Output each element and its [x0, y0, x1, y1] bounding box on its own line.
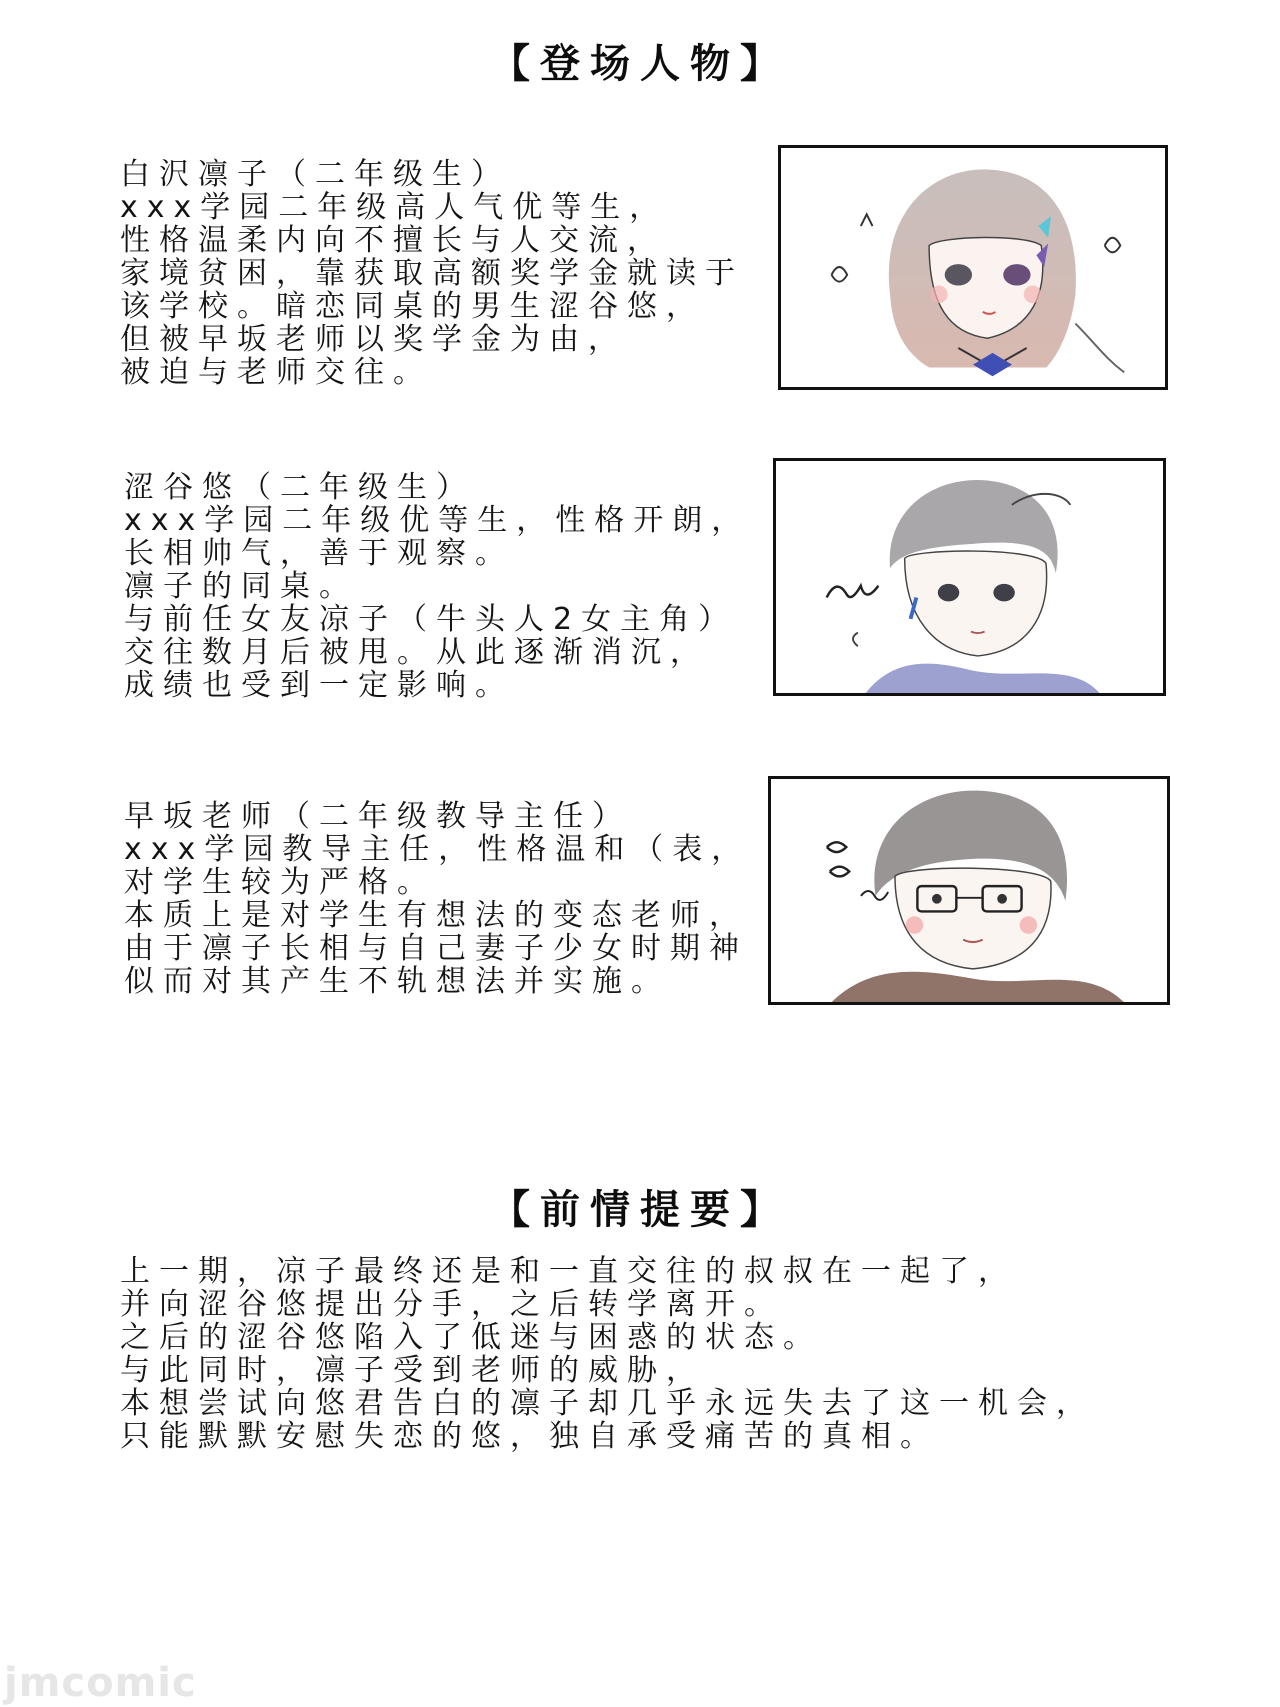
- summary-line: 与此同时，凛子受到老师的威胁，: [120, 1353, 705, 1388]
- summary-title: 【前情提要】: [490, 1187, 790, 1233]
- summary-line: 上一期，凉子最终还是和一直交往的叔叔在一起了，: [120, 1254, 1017, 1289]
- portrait-yu: [773, 458, 1166, 696]
- summary-line: 并向涩谷悠提出分手，之后转学离开。: [120, 1287, 783, 1322]
- sketch-boy-illustration: [776, 461, 1163, 693]
- character-line: 长相帅气，善于观察。: [124, 536, 514, 571]
- character-line: 家境贫困，靠获取高额奖学金就读于: [120, 256, 744, 291]
- character-line: 对学生较为严格。: [124, 865, 436, 900]
- sketch-teacher-illustration: [771, 779, 1167, 1002]
- summary-line: 只能默默安慰失恋的悠，独自承受痛苦的真相。: [120, 1419, 939, 1454]
- portrait-hayasaka: [768, 776, 1170, 1005]
- character-line: 交往数月后被甩。从此逐渐消沉，: [124, 635, 709, 670]
- character-line: 性格温柔内向不擅长与人交流，: [120, 223, 666, 258]
- character-description-rinko: [120, 158, 744, 389]
- character-line: xxx学园教导主任，性格温和（表，: [124, 832, 751, 867]
- summary-line: 本想尝试向悠君告白的凛子却几乎永远失去了这一机会，: [120, 1386, 1095, 1421]
- character-line: 由于凛子长相与自己妻子少女时期神: [124, 931, 748, 966]
- character-line: 本质上是对学生有想法的变态老师，: [124, 898, 748, 933]
- character-description-hayasaka: [124, 800, 750, 998]
- character-line: 早坂老师（二年级教导主任）: [124, 799, 631, 834]
- portrait-rinko: [778, 145, 1168, 390]
- character-description-yu: [124, 471, 750, 702]
- character-line: xxx学园二年级高人气优等生，: [120, 190, 669, 225]
- character-line: 但被早坂老师以奖学金为由，: [120, 322, 627, 357]
- characters-title: 【登场人物】: [490, 41, 790, 87]
- sketch-girl-illustration: [781, 148, 1165, 387]
- summary-line: 之后的涩谷悠陷入了低迷与困惑的状态。: [120, 1320, 822, 1355]
- character-line: 白沢凛子（二年级生）: [120, 157, 510, 192]
- watermark-logo: jmcomic: [4, 1660, 197, 1706]
- character-line: 涩谷悠（二年级生）: [124, 470, 475, 505]
- character-line: 该学校。暗恋同桌的男生涩谷悠，: [120, 289, 705, 324]
- summary-text: [120, 1255, 1095, 1453]
- character-line: 被迫与老师交往。: [120, 355, 432, 390]
- character-line: 凛子的同桌。: [124, 569, 358, 604]
- character-line: 成绩也受到一定影响。: [124, 668, 514, 703]
- character-line: xxx学园二年级优等生，性格开朗，: [124, 503, 751, 538]
- character-line: 似而对其产生不轨想法并实施。: [124, 964, 670, 999]
- character-line: 与前任女友凉子（牛头人2女主角）: [124, 602, 738, 637]
